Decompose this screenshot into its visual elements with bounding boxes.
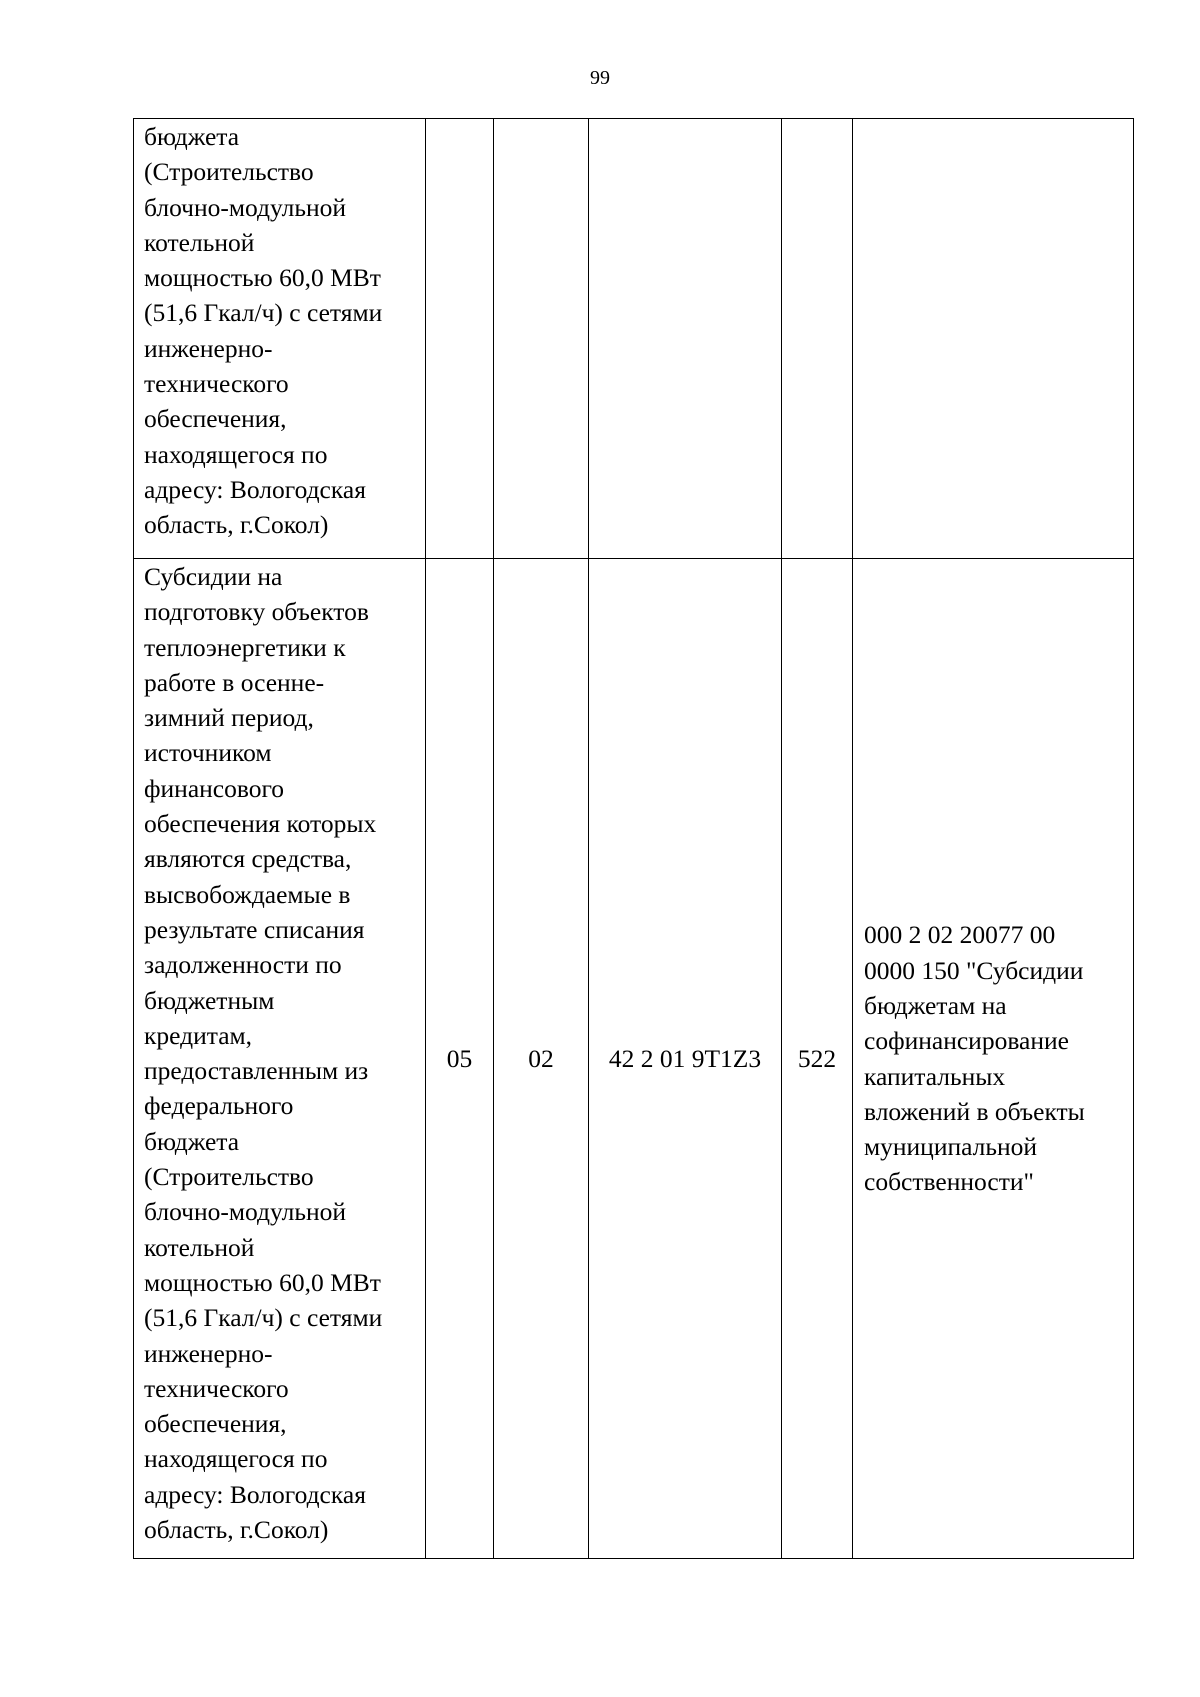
cell-text-line: адресу: Вологодская — [144, 474, 366, 504]
cell-text-line: задолженности по — [144, 950, 342, 980]
cell-text-line: обеспечения, — [144, 404, 287, 434]
cell-text-line: блочно-модульной — [144, 192, 347, 222]
table-row — [134, 119, 1134, 559]
cell-text-line: находящегося по — [144, 439, 328, 469]
cell-text-line: теплоэнергетики к — [144, 632, 346, 662]
target-article-cell — [589, 119, 782, 559]
cell-text-line: Субсидии на — [144, 562, 283, 591]
cell-text-line: блочно-модульной — [144, 1197, 347, 1227]
cell-text-line: область, г.Сокол) — [144, 1515, 329, 1545]
cell-text-line: бюджетным — [144, 985, 275, 1015]
cell-text-line: область, г.Сокол) — [144, 510, 329, 540]
subsection-cell — [494, 119, 589, 559]
cell-text-line: федерального — [144, 1091, 294, 1121]
cell-text-line: (Строительство — [144, 157, 314, 187]
cell-text-line: мощностью 60,0 МВт — [144, 263, 381, 293]
expense-type-cell — [782, 119, 853, 559]
cell-text-line: бюджета — [144, 122, 240, 151]
cell-text-line: подготовку объектов — [144, 597, 369, 627]
cell-text-line: обеспечения, — [144, 1409, 287, 1439]
cell-text-line: инженерно- — [144, 333, 273, 363]
cell-text-line: работе в осенне- — [144, 667, 325, 697]
income-code-cell — [853, 559, 1134, 1559]
cell-text-line: предоставленным из — [144, 1056, 369, 1086]
cell-text-line: кредитам, — [144, 1020, 253, 1050]
cell-text-line: адресу: Вологодская — [144, 1479, 366, 1509]
cell-text-line: муниципальной — [864, 1132, 1038, 1162]
cell-text-line: инженерно- — [144, 1338, 273, 1368]
table-row — [134, 559, 1134, 1559]
budget-table — [133, 118, 1134, 1559]
cell-text-line: котельной — [144, 1232, 255, 1262]
cell-text-line: высвобождаемые в — [144, 879, 351, 909]
cell-text-line: технического — [144, 1373, 289, 1403]
section-cell: 05 — [426, 559, 494, 1559]
cell-text-line: являются средства, — [144, 844, 352, 874]
cell-text-line: технического — [144, 369, 289, 399]
section-cell — [426, 119, 494, 559]
cell-text-line: вложений в объекты — [864, 1096, 1085, 1126]
expense-type-cell: 522 — [782, 559, 853, 1559]
cell-text-line: 0000 150 "Субсидии — [864, 955, 1084, 985]
cell-text-line: источником — [144, 738, 272, 768]
page-number: 99 — [590, 67, 610, 89]
cell-text-line: зимний период, — [144, 703, 314, 733]
target-article-cell: 42 2 01 9T1Z3 — [589, 559, 782, 1559]
cell-text-line: обеспечения которых — [144, 809, 377, 839]
cell-text-line: финансового — [144, 773, 285, 803]
description-cell — [134, 119, 426, 559]
cell-text-line: результате списания — [144, 914, 365, 944]
cell-text-line: капитальных — [864, 1061, 1006, 1091]
cell-text-line: бюджета — [144, 1126, 240, 1156]
cell-text-line: бюджетам на — [864, 990, 1007, 1020]
cell-text-line: мощностью 60,0 МВт — [144, 1267, 381, 1297]
subsection-cell: 02 — [494, 559, 589, 1559]
cell-text-line: находящегося по — [144, 1444, 328, 1474]
cell-text-line: (51,6 Гкал/ч) с сетями — [144, 298, 383, 328]
cell-text-line: собственности" — [864, 1167, 1034, 1197]
cell-text-line: софинансирование — [864, 1026, 1069, 1056]
cell-text-line: котельной — [144, 227, 255, 257]
income-code-cell — [853, 119, 1134, 559]
cell-text-line: 000 2 02 20077 00 — [864, 920, 1056, 950]
cell-text-line: (51,6 Гкал/ч) с сетями — [144, 1303, 383, 1333]
description-cell — [134, 559, 426, 1559]
cell-text-line: (Строительство — [144, 1162, 314, 1192]
